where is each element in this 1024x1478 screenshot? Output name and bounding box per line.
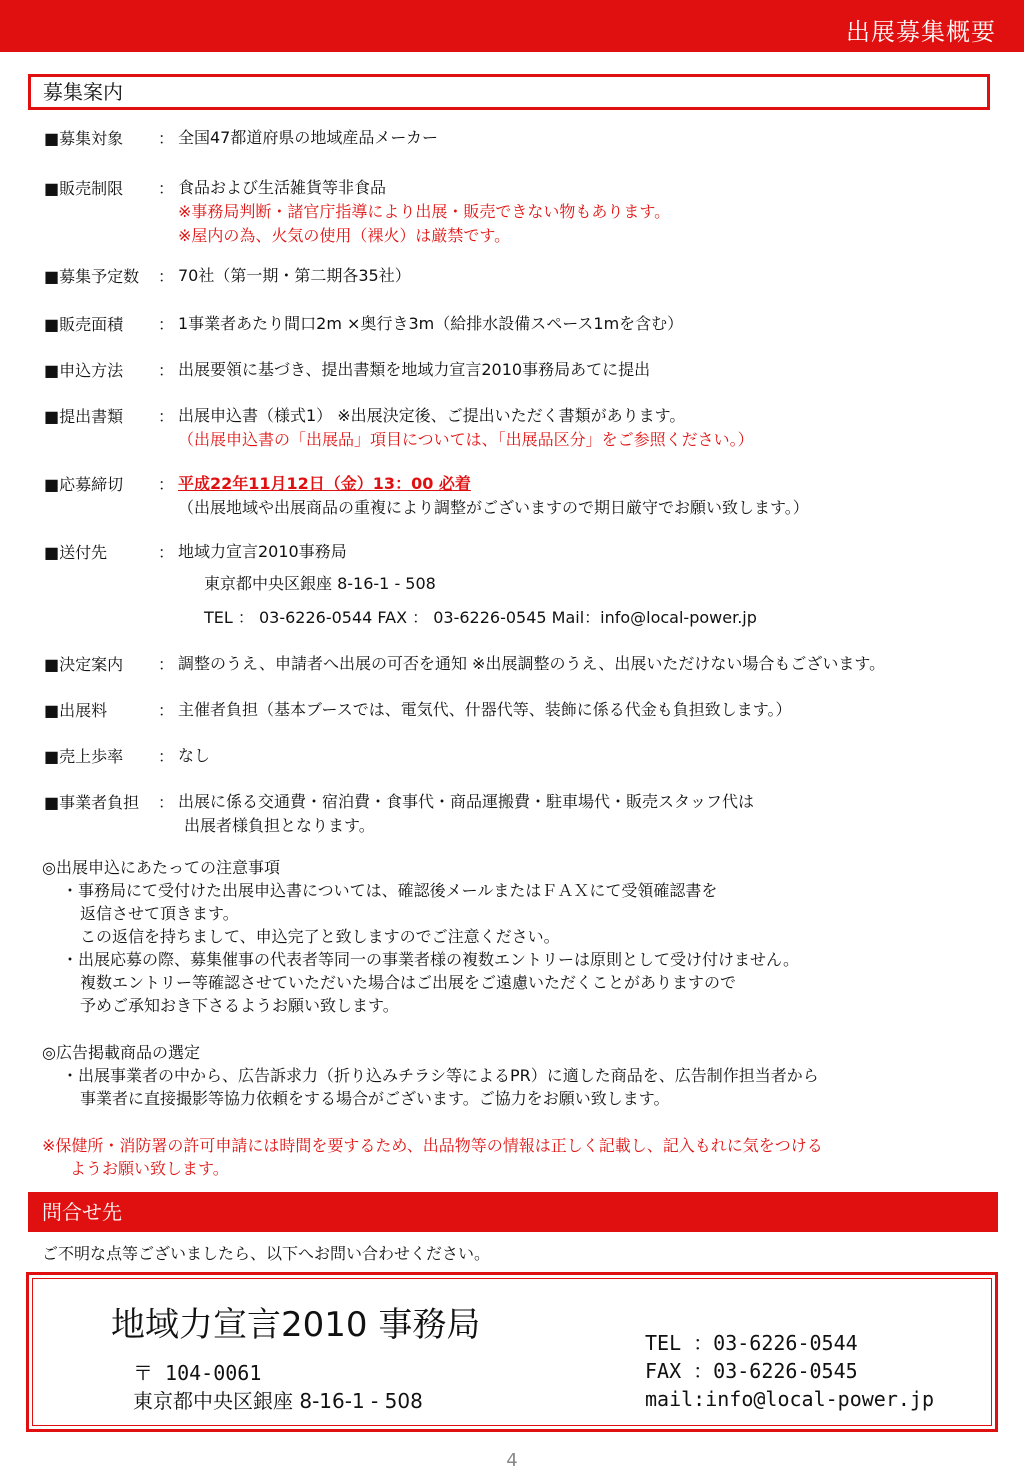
item-colon: ：: [158, 475, 175, 494]
item-label: ■提出書類: [44, 407, 124, 426]
item-colon: ：: [158, 179, 175, 198]
item-label: ■応募締切: [44, 475, 124, 494]
notes-heading: ◎出展申込にあたっての注意事項: [42, 858, 280, 877]
item-warning-text: ※屋内の為、火気の使用（裸火）は厳禁です。: [178, 226, 511, 245]
contact-mail[interactable]: mail:info@local-power.jp: [645, 1387, 934, 1411]
contact-tel: TEL ：03-6226-0544: [645, 1331, 858, 1355]
item-label: ■決定案内: [44, 655, 124, 674]
item-label: ■送付先: [44, 543, 108, 562]
item-colon: ：: [158, 701, 175, 720]
header-bar: [0, 0, 1024, 52]
item-text: 食品および生活雑貨等非食品: [178, 178, 387, 197]
item-colon: ：: [158, 361, 175, 380]
notes-section: [42, 856, 1002, 1180]
item-colon: ：: [158, 315, 175, 334]
deadline-date: 平成22年11月12日（金）13：00 必着: [178, 474, 471, 493]
org-name: 地域力宣言2010 事務局: [111, 1305, 481, 1345]
item-colon: ：: [158, 267, 175, 286]
item-label: ■出展料: [44, 701, 108, 720]
item-text: 全国47都道府県の地域産品メーカー: [178, 128, 439, 147]
notes-line: 複数エントリー等確認させていただいた場合はご出展をご遠慮いただくことがありますので: [80, 973, 737, 992]
notes-line: 返信させて頂きます。: [80, 904, 239, 923]
contact-address: 東京都中央区銀座 8-16-1 - 508: [133, 1389, 423, 1413]
postal-code: 〒 104-0061: [133, 1361, 262, 1385]
item-label: ■募集予定数: [44, 267, 140, 286]
item-text: 主催者負担（基本ブースでは、電気代、什器代等、装飾に係る代金も負担致します。）: [178, 700, 792, 719]
notes-line: 事業者に直接撮影等協力依頼をする場合がございます。ご協力をお願い致します。: [80, 1089, 670, 1108]
item-colon: ：: [158, 793, 175, 812]
item-label: ■販売制限: [44, 179, 124, 198]
item-text: 地域力宣言2010事務局: [178, 542, 347, 561]
notes-line: この返信を持ちまして、申込完了と致しますのでご注意ください。: [80, 927, 560, 946]
item-warning-text: ※事務局判断・諸官庁指導により出展・販売できない物もあります。: [178, 202, 671, 221]
item-text: なし: [178, 746, 211, 765]
item-colon: ：: [158, 655, 175, 674]
item-text: 調整のうえ、申請者へ出展の可否を通知 ※出展調整のうえ、出展いただけない場合もございます。: [178, 654, 886, 673]
contact-fax: FAX ：03-6226-0545: [645, 1359, 858, 1383]
send-address: 東京都中央区銀座 8-16-1 - 508: [204, 574, 436, 593]
item-colon: ：: [158, 543, 175, 562]
inquiry-intro: ご不明な点等ございましたら、以下へお問い合わせください。: [42, 1244, 491, 1263]
send-contact: TEL ： 03-6226-0544 FAX ： 03-6226-0545 Mail：info@local-power.jp: [204, 608, 757, 627]
warning-line: ようお願い致します。: [70, 1159, 229, 1178]
item-label: ■売上歩率: [44, 747, 124, 766]
contact-details: [645, 1329, 934, 1413]
item-text: 出展要領に基づき、提出書類を地域力宣言2010事務局あてに提出: [178, 360, 651, 379]
item-colon: ：: [158, 747, 175, 766]
section-title: 募集案内: [28, 74, 990, 110]
page-title: 出展募集概要: [846, 18, 996, 46]
item-warning-text: （出展申込書の「出展品」項目については、「出展品区分」をご参照ください。）: [178, 430, 754, 449]
item-text: 出展に係る交通費・宿泊費・食事代・商品運搬費・駐車場代・販売スタッフ代は: [178, 792, 755, 811]
item-text: （出展地域や出展商品の重複により調整がございますので期日厳守でお願い致します。）: [178, 498, 809, 517]
item-label: ■販売面積: [44, 315, 124, 334]
item-label: ■事業者負担: [44, 793, 140, 812]
item-label: ■申込方法: [44, 361, 124, 380]
notes-line: ・事務局にて受付けた出展申込書については、確認後メールまたはＦＡＸにて受領確認書を: [62, 881, 718, 900]
inquiry-title: 問合せ先: [28, 1192, 998, 1232]
notes-heading: ◎広告掲載商品の選定: [42, 1043, 200, 1062]
warning-line: ※保健所・消防署の許可申請には時間を要するため、出品物等の情報は正しく記載し、記入もれに気をつける: [42, 1136, 823, 1155]
notes-line: ・出展応募の際、募集催事の代表者等同一の事業者様の複数エントリーは原則として受け付けません。: [62, 950, 799, 969]
item-colon: ：: [158, 129, 175, 148]
item-text: 出展者様負担となります。: [184, 816, 375, 835]
item-text: 70社（第一期・第二期各35社）: [178, 266, 411, 285]
page-number: 4: [506, 1450, 518, 1471]
item-label: ■募集対象: [44, 129, 124, 148]
item-text: 出展申込書（様式1） ※出展決定後、ご提出いただく書類があります。: [178, 406, 686, 425]
notes-line: ・出展事業者の中から、広告訴求力（折り込みチラシ等によるPR）に適した商品を、広告制作担当者から: [62, 1066, 819, 1085]
notes-line: 予めご承知おき下さるようお願い致します。: [80, 996, 399, 1015]
contact-box: [26, 1272, 998, 1432]
item-colon: ：: [158, 407, 175, 426]
item-text: 1事業者あたり間口2m ×奥行き3m（給排水設備スペース1mを含む）: [178, 314, 684, 333]
